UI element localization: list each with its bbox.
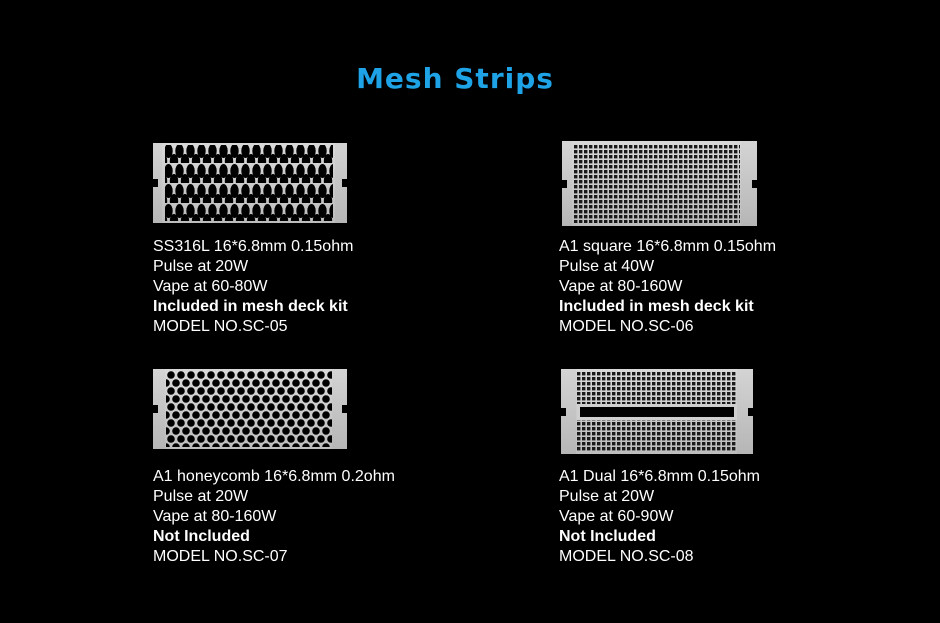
product-model: MODEL NO.SC-06	[559, 318, 694, 335]
product-vape: Vape at 60-80W	[153, 278, 268, 295]
oval-mesh-pattern	[163, 143, 335, 223]
mesh-strip-image	[153, 143, 347, 223]
product-inclusion: Not Included	[153, 528, 250, 545]
mesh-strip-image	[561, 369, 753, 454]
product-pulse: Pulse at 40W	[559, 258, 655, 275]
product-inclusion: Not Included	[559, 528, 656, 545]
product-vape: Vape at 60-90W	[559, 508, 674, 525]
product-spec: A1 square 16*6.8mm 0.15ohm	[559, 238, 777, 255]
mesh-strip-image	[562, 141, 757, 226]
product-spec: A1 Dual 16*6.8mm 0.15ohm	[559, 468, 760, 485]
product-spec: SS316L 16*6.8mm 0.15ohm	[153, 238, 354, 255]
product-inclusion: Included in mesh deck kit	[559, 298, 754, 315]
product-vape: Vape at 80-160W	[559, 278, 683, 295]
product-card-sc06	[559, 141, 859, 341]
product-vape: Vape at 80-160W	[153, 508, 277, 525]
product-card-sc05	[153, 143, 453, 343]
page-title: Mesh Strips	[356, 62, 554, 95]
square-mesh-pattern	[574, 145, 740, 223]
product-card-sc08	[559, 369, 859, 569]
product-pulse: Pulse at 20W	[153, 488, 249, 505]
honeycomb-mesh-pattern	[166, 371, 332, 447]
product-inclusion: Included in mesh deck kit	[153, 298, 348, 315]
product-model: MODEL NO.SC-05	[153, 318, 288, 335]
product-model: MODEL NO.SC-08	[559, 548, 694, 565]
product-model: MODEL NO.SC-07	[153, 548, 288, 565]
product-pulse: Pulse at 20W	[153, 258, 249, 275]
mesh-strip-image	[153, 369, 347, 449]
product-card-sc07	[153, 369, 453, 569]
product-pulse: Pulse at 20W	[559, 488, 655, 505]
product-spec: A1 honeycomb 16*6.8mm 0.2ohm	[153, 468, 395, 485]
dual-square-mesh-pattern	[577, 372, 737, 451]
